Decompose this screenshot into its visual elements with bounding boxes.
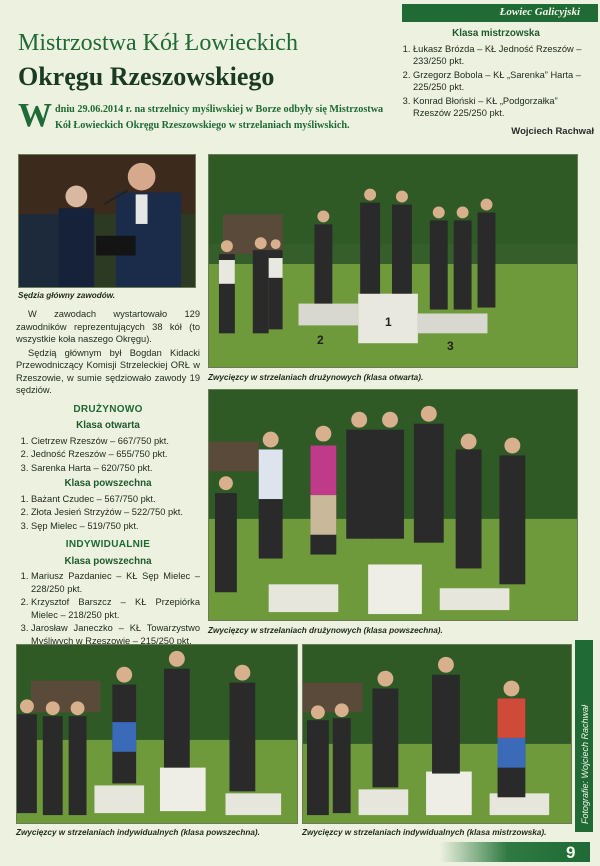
team-general-caption: Zwycięzcy w strzelaniach drużynowych (klasa powszechna). [208, 626, 443, 635]
article-title-line2: Okręgu Rzeszowskiego [18, 62, 275, 91]
team-open-photo [208, 154, 578, 368]
podium-first: 1 [385, 315, 392, 329]
individual-general-list [16, 570, 200, 647]
individual-general-heading: Klasa powszechna [64, 555, 152, 567]
body-paragraph-1: W zawodach wystartowało 129 zawodników reprezentujących 38 kół (to wszystkie koła naszego Okręgu). [16, 309, 200, 344]
author: Wojciech Rachwał [511, 125, 594, 137]
list-item: 1. Łukasz Brózda – KŁ Jedność Rzeszów – 233/250 pkt. [413, 43, 594, 68]
list-item: 1. Bażant Czudec – 567/750 pkt. [31, 493, 200, 506]
podium-second: 2 [317, 333, 324, 347]
list-item: 1. Cietrzew Rzeszów – 667/750 pkt. [31, 435, 200, 448]
lead-paragraph [18, 97, 390, 134]
judge-caption: Sędzia główny zawodów. [18, 291, 116, 300]
list-item: 2. Krzysztof Barszcz – KŁ Przepiórka Mielec – 218/250 pkt. [31, 596, 200, 621]
master-class-heading: Klasa mistrzowska [452, 28, 540, 39]
team-general-heading: Klasa powszechna [64, 478, 152, 489]
photo-credit-text: Fotografie: Wojciech Rachwał [580, 704, 590, 824]
list-item: 3. Sarenka Harta – 620/750 pkt. [31, 462, 200, 475]
individual-general-caption: Zwycięzcy w strzelaniach indywidualnych (klasa powszechna). [16, 828, 260, 837]
team-open-caption: Zwycięzcy w strzelaniach drużynowych (klasa otwarta). [208, 373, 424, 382]
team-general-photo [208, 389, 578, 621]
team-general-list [16, 493, 200, 533]
list-item: 3. Jarosław Janeczko – KŁ Towarzystwo Myśliwych w Rzeszowie – 215/250 pkt. [31, 622, 200, 647]
master-class-results [398, 28, 594, 138]
list-item: 2. Jedność Rzeszów – 655/750 pkt. [31, 448, 200, 461]
individual-master-caption: Zwycięzcy w strzelaniach indywidualnych (klasa mistrzowska). [302, 828, 547, 837]
team-open-heading: Klasa otwarta [76, 420, 140, 431]
podium-third: 3 [447, 339, 454, 353]
team-open-list [16, 435, 200, 475]
list-item: 3. Konrad Błoński – KŁ „Podgorzałka” Rzeszów 225/250 pkt. [413, 95, 594, 120]
article-title-line1: Mistrzostwa Kół Łowieckich [18, 30, 298, 56]
individual-heading: INDYWIDUALNIE [65, 539, 151, 550]
team-heading: DRUŻYNOWO [73, 403, 143, 415]
magazine-name: Łowiec Galicyjski [499, 6, 580, 18]
individual-master-photo [302, 644, 572, 824]
body-paragraph-2: Sędzią głównym był Bogdan Kidacki Przewodniczący Komisji Strzeleckiej ORŁ w Rzeszowie, w sumie sędziowało zawody 19 sędziów. [16, 347, 200, 395]
lead-text: dniu 29.06.2014 r. na strzelnicy myśliwskiej w Borze odbyły się Mistrzostwa Kół Łowieckich Okręgu Rzeszowskiego w strzelaniach myśliwskich. [55, 104, 384, 131]
list-item: 3. Sęp Mielec – 519/750 pkt. [31, 520, 200, 533]
dropcap: W [18, 97, 52, 134]
list-item: 2. Złota Jesień Strzyżów – 522/750 pkt. [31, 506, 200, 519]
page-number: 9 [566, 843, 576, 862]
judge-photo [18, 154, 196, 288]
list-item: 1. Mariusz Pazdaniec – KŁ Sęp Mielec – 228/250 pkt. [31, 570, 200, 595]
master-class-list [398, 43, 594, 120]
left-column [16, 308, 200, 648]
list-item: 2. Grzegorz Bobola – KŁ „Sarenka” Harta – 225/250 pkt. [413, 69, 594, 94]
photo-credit [575, 640, 593, 832]
magazine-header [402, 4, 598, 22]
individual-general-photo [16, 644, 298, 824]
